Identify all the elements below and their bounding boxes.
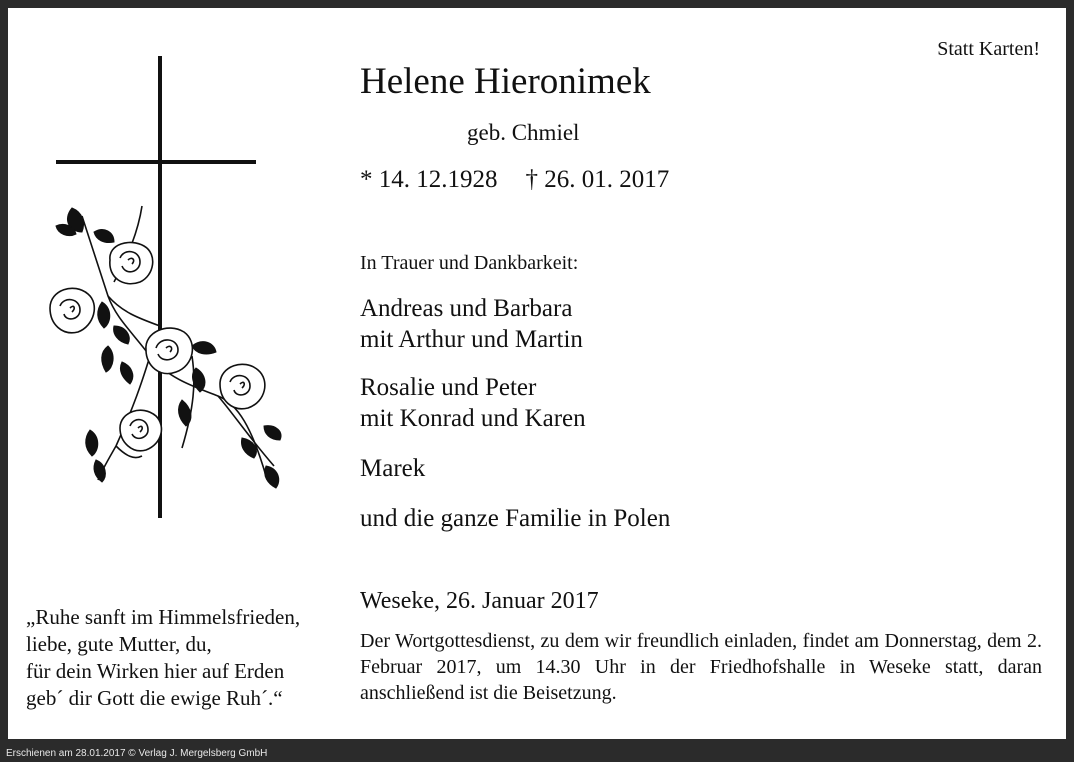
family-group xyxy=(360,453,425,484)
maiden-name: geb. Chmiel xyxy=(467,120,580,145)
death-date: † 26. 01. 2017 xyxy=(525,166,670,193)
cross-with-roses-icon xyxy=(42,56,292,526)
service-announcement: Der Wortgottesdienst, zu dem wir freundlich einladen, findet am Donnerstag, dem 2. Februar 2017, um 14.30 Uhr in der Friedhofshalle in Weseke statt, daran anschließend ist die Beisetzung. xyxy=(360,630,1042,704)
poem-line: geb´ dir Gott die ewige Ruh´.“ xyxy=(26,686,283,710)
memorial-poem xyxy=(26,604,300,712)
life-dates xyxy=(360,166,669,195)
family-line: Rosalie und Peter xyxy=(360,374,537,401)
poem-line: liebe, gute Mutter, du, xyxy=(26,632,212,656)
poem-line: für dein Wirken hier auf Erden xyxy=(26,659,285,683)
publication-footer: Erschienen am 28.01.2017 © Verlag J. Mergelsberg GmbH xyxy=(6,748,268,759)
family-group xyxy=(360,372,586,434)
family-line: und die ganze Familie in Polen xyxy=(360,505,671,532)
family-line: mit Konrad und Karen xyxy=(360,405,586,432)
family-line: Marek xyxy=(360,455,426,482)
mourning-intro: In Trauer und Dankbarkeit: xyxy=(360,252,579,274)
poem-line: „Ruhe sanft im Himmelsfrieden, xyxy=(26,605,301,629)
obituary-notice xyxy=(8,8,1066,739)
family-line: mit Arthur und Martin xyxy=(360,326,583,353)
statt-karten-note: Statt Karten! xyxy=(937,38,1040,60)
family-group xyxy=(360,503,670,534)
family-line: Andreas und Barbara xyxy=(360,295,573,322)
family-group xyxy=(360,293,583,355)
birth-date: * 14. 12.1928 xyxy=(360,166,498,193)
place-and-date: Weseke, 26. Januar 2017 xyxy=(360,588,599,614)
deceased-name: Helene Hieronimek xyxy=(360,61,651,102)
